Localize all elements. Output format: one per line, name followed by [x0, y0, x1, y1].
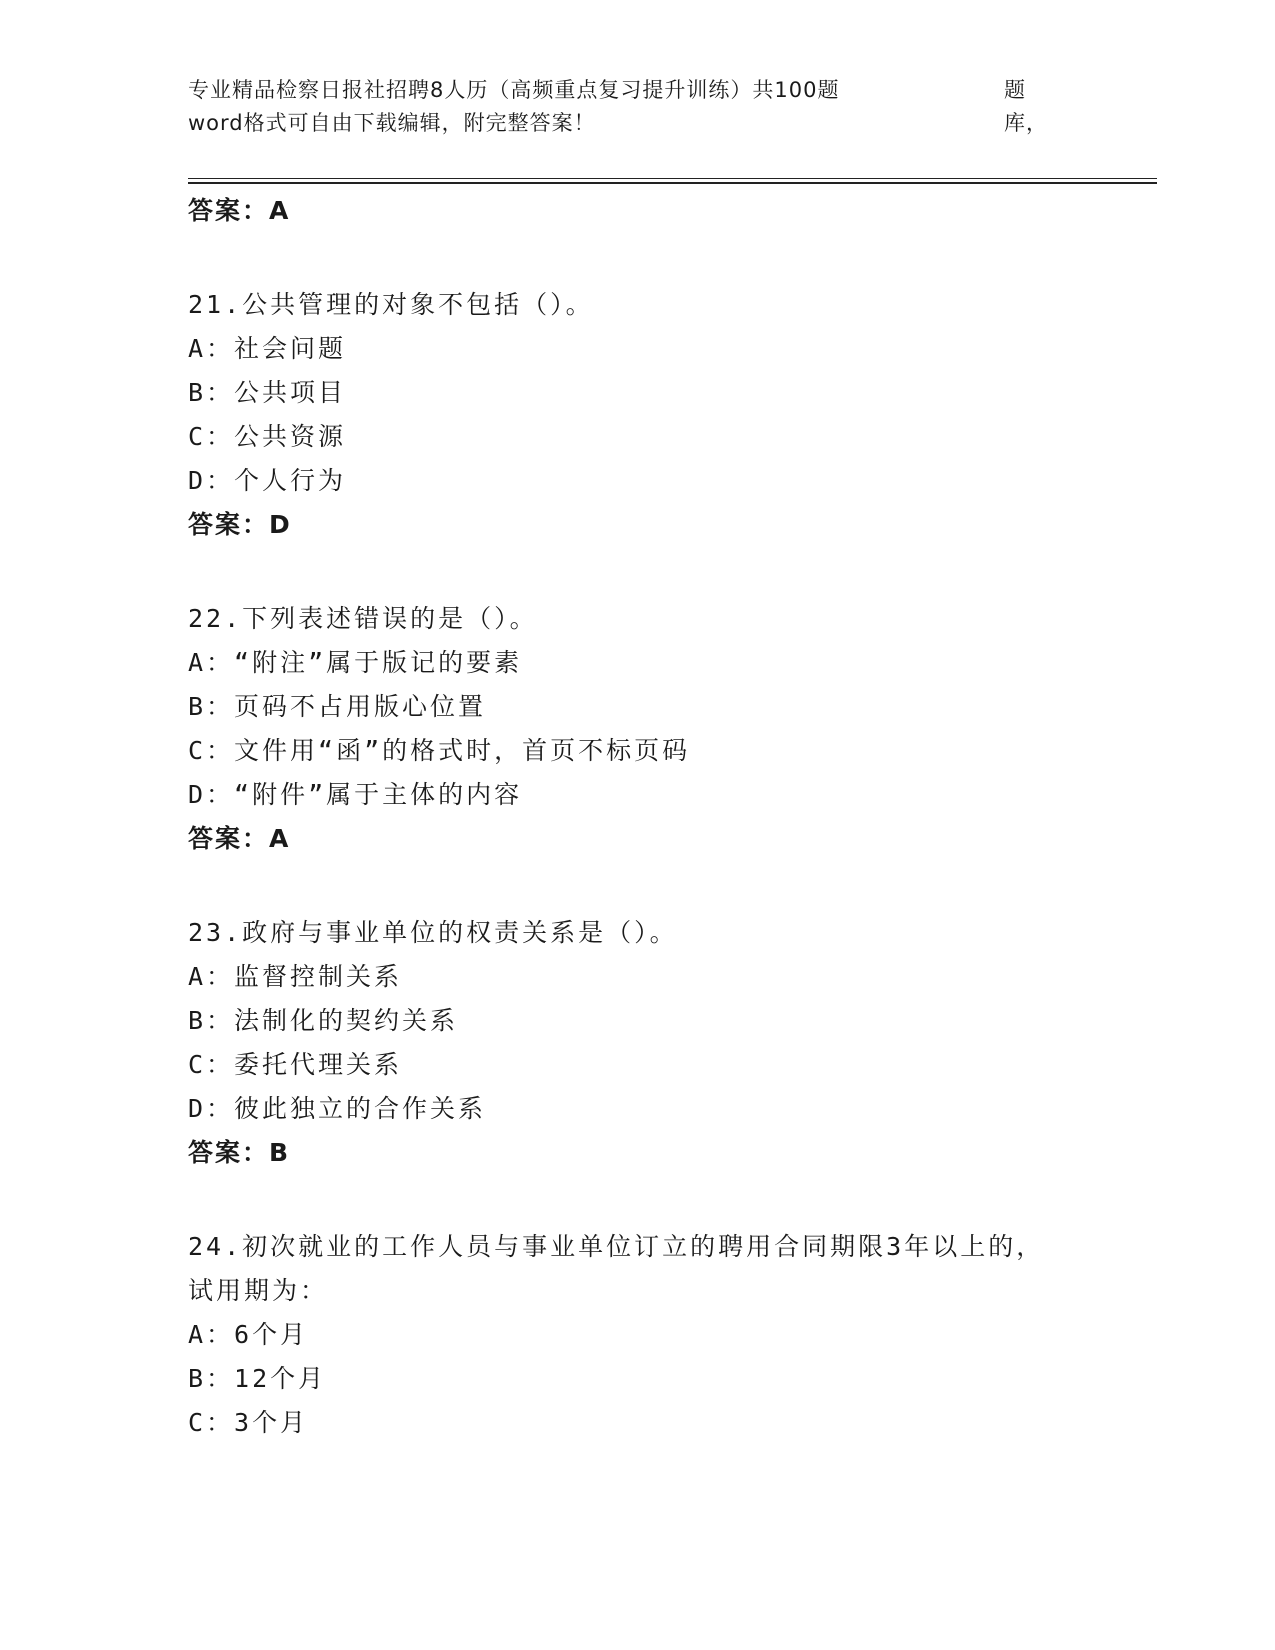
answer-line: 答案：A — [188, 824, 291, 853]
header-title-suffix: 题库， — [1004, 78, 1048, 135]
option-b: B：公共项目 — [188, 378, 347, 407]
option-b: B：法制化的契约关系 — [188, 1006, 459, 1035]
document-header — [188, 74, 1068, 140]
answer-line: 答案：A — [188, 196, 291, 225]
option-d: D：彼此独立的合作关系 — [188, 1094, 487, 1123]
option-a: A：6个月 — [188, 1320, 309, 1349]
option-c: C：委托代理关系 — [188, 1050, 403, 1079]
header-title-line: 专业精品检察日报社招聘8人历（高频重点复习提升训练）共100题 — [188, 78, 840, 102]
option-c: C：公共资源 — [188, 422, 347, 451]
option-a: A：“附注”属于版记的要素 — [188, 648, 523, 677]
question-stem-continued: 试用期为： — [188, 1276, 329, 1305]
option-d: D：个人行为 — [188, 466, 347, 495]
option-c: C：文件用“函”的格式时，首页不标页码 — [188, 736, 691, 765]
option-a: A：监督控制关系 — [188, 962, 403, 991]
question-stem: 22.下列表述错误的是（）。 — [188, 604, 538, 633]
option-a: A：社会问题 — [188, 334, 347, 363]
option-d: D：“附件”属于主体的内容 — [188, 780, 523, 809]
header-rule-thick — [188, 182, 1157, 184]
option-b: B：页码不占用版心位置 — [188, 692, 487, 721]
header-rule-thin — [188, 178, 1157, 179]
option-b: B：12个月 — [188, 1364, 327, 1393]
question-stem: 21.公共管理的对象不包括（）。 — [188, 290, 594, 319]
question-stem: 24.初次就业的工作人员与事业单位订立的聘用合同期限3年以上的， — [188, 1232, 1045, 1261]
header-subtitle-line: word格式可自由下载编辑，附完整答案！ — [188, 111, 596, 135]
answer-line: 答案：B — [188, 1138, 291, 1167]
answer-line: 答案：D — [188, 510, 292, 539]
question-stem: 23.政府与事业单位的权责关系是（）。 — [188, 918, 678, 947]
option-c: C：3个月 — [188, 1408, 309, 1437]
